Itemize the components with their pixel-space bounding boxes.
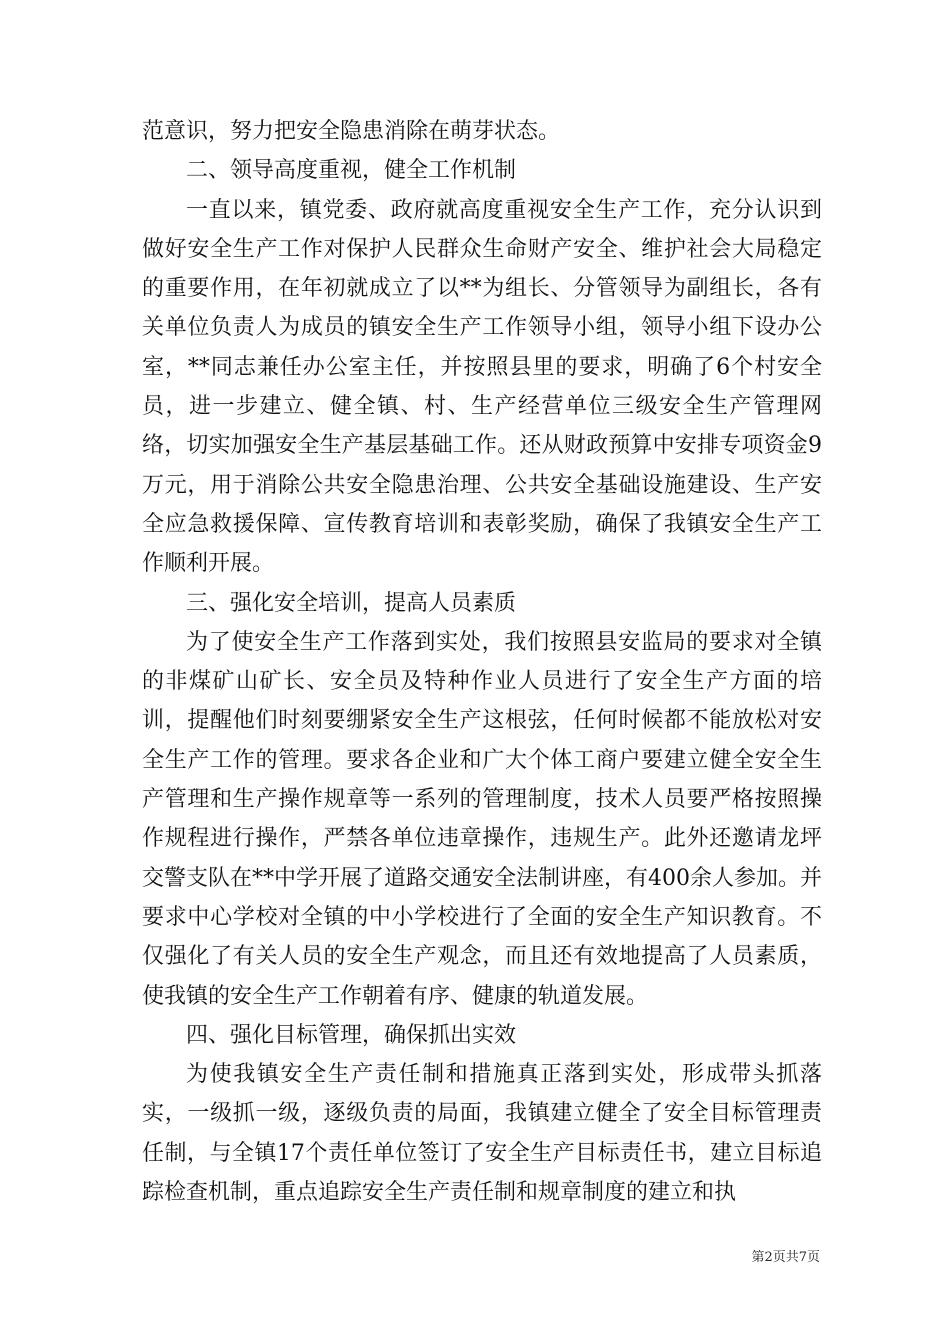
paragraph-leadership: 一直以来，镇党委、政府就高度重视安全生产工作，充分认识到做好安全生产工作对保护人民群众生命财产安全、维护社会大局稳定的重要作用，在年初就成立了以**为组长、分管领导为副组长，各有关单位负责人为成员的镇安全生产工作领导小组，领导小组下设办公室，**同志兼任办公室主任，并按照县里的要求，明确了6个村安全员，进一步建立、健全镇、村、生产经营单位三级安全生产管理网络，切实加强安全生产基层基础工作。还从财政预算中安排专项资金9万元，用于消除公共安全隐患治理、公共安全基础设施建设、生产安全应急救援保障、宣传教育培训和表彰奖励，确保了我镇安全生产工作顺利开展。 bbox=[142, 197, 822, 577]
paragraph-target-management: 为使我镇安全生产责任制和措施真正落到实处，形成带头抓落实，一级抓一级，逐级负责的局面，我镇建立健全了安全目标管理责任制，与全镇17个责任单位签订了安全生产目标责任书，建立目标追踪检查机制，重点追踪安全生产责任制和规章制度的建立和执 bbox=[142, 1062, 822, 1206]
paragraph-training: 为了使安全生产工作落到实处，我们按照县安监局的要求对全镇的非煤矿山矿长、安全员及特种作业人员进行了安全生产方面的培训，提醒他们时刻要绷紧安全生产这根弦，任何时候都不能放松对安全生产工作的管理。要求各企业和广大个体工商户要建立健全安全生产管理和生产操作规章等一系列的管理制度，技术人员要严格按照操作规程进行操作，严禁各单位违章操作，违规生产。此外还邀请龙坪交警支队在**中学开展了道路交通安全法制讲座，有400余人参加。并要求中心学校对全镇的中小学校进行了全面的安全生产知识教育。不仅强化了有关人员的安全生产观念，而且还有效地提高了人员素质，使我镇的安全生产工作朝着有序、健康的轨道发展。 bbox=[142, 629, 822, 1009]
section-heading-4: 四、强化目标管理，确保抓出实效 bbox=[186, 1022, 517, 1048]
section-heading-3: 三、强化安全培训，提高人员素质 bbox=[186, 590, 517, 616]
page-number-footer: 第2页共7页 bbox=[751, 1250, 820, 1265]
paragraph-continuation: 范意识，努力把安全隐患消除在萌芽状态。 bbox=[142, 119, 561, 144]
section-heading-2: 二、领导高度重视，健全工作机制 bbox=[186, 158, 517, 184]
document-body bbox=[142, 112, 822, 1212]
